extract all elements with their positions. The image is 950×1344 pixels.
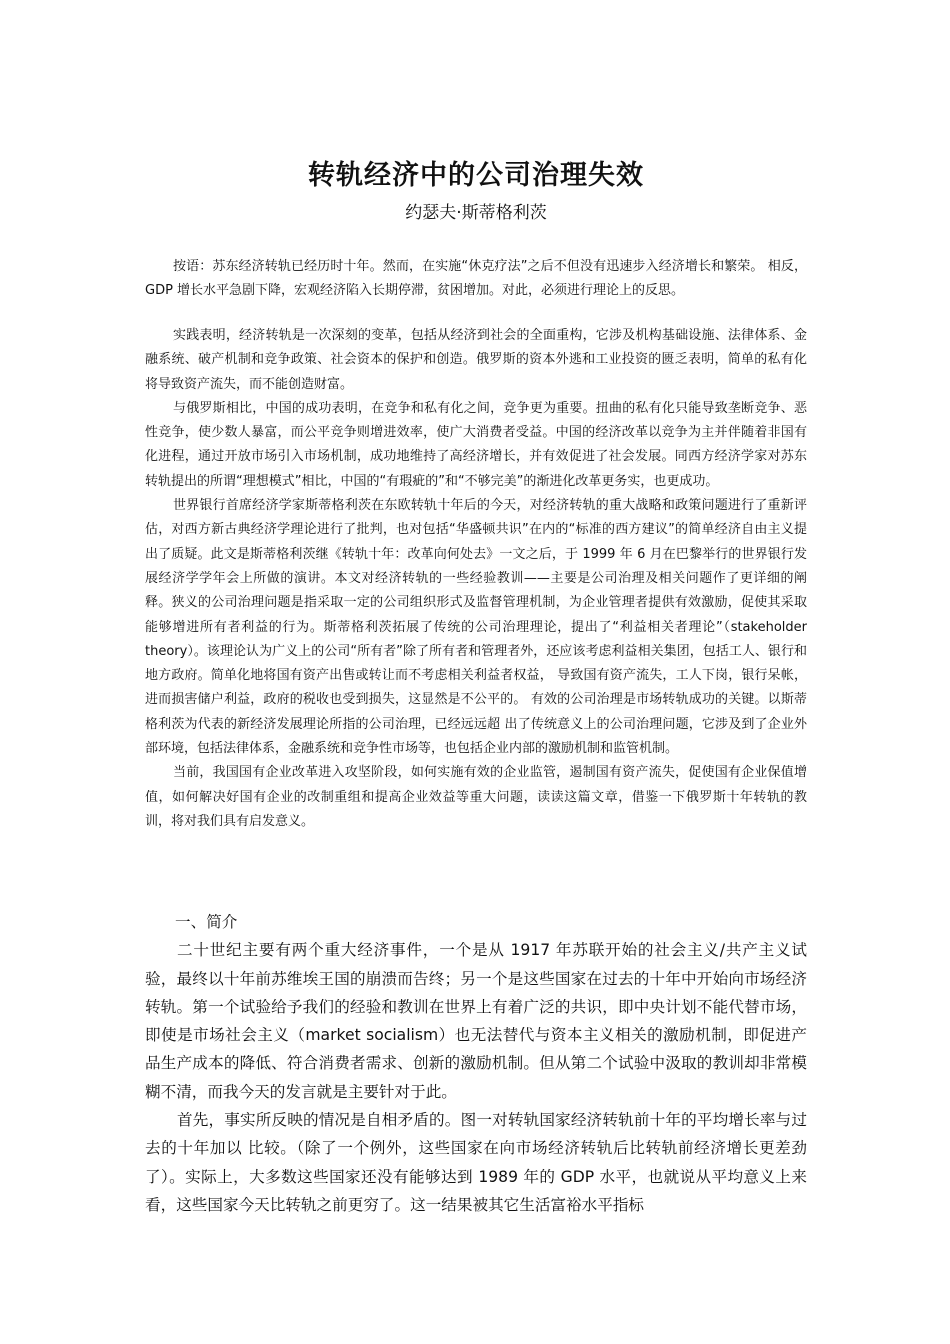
intro-block bbox=[145, 324, 807, 834]
body-paragraph: 二十世纪主要有两个重大经济事件，一个是从 1917 年苏联开始的社会主义/共产主义试验，最终以十年前苏维埃王国的崩溃而告终；另一个是这些国家在过去的十年中开始向市场经济转轨。第一个试验给予我们的经验和教训在世界上有着广泛的共识，即中央计划不能代替市场，即使是市场社会主义（market socialism）也无法替代与资本主义相关的激励机制，即促进产品生产成本的降低、符合消费者需求、创新的激励机制。但从第二个试验中汲取的教训却非常模糊不清，而我今天的发言就是主要针对于此。 bbox=[145, 941, 807, 1101]
document-title: 转轨经济中的公司治理失效 bbox=[308, 160, 644, 191]
intro-paragraph: 实践表明，经济转轨是一次深刻的变革，包括从经济到社会的全面重构，它涉及机构基础设施、法律体系、金融系统、破产机制和竞争政策、社会资本的保护和创造。俄罗斯的资本外逃和工业投资的匮乏表明，简单的私有化将导致资产流失，而不能创造财富。 bbox=[145, 328, 807, 392]
intro-paragraph: 世界银行首席经济学家斯蒂格利茨在东欧转轨十年后的今天，对经济转轨的重大战略和政策问题进行了重新评估，对西方新古典经济学理论进行了批判，也对包括“华盛顿共识”在内的“标准的西方建议”的简单经济自由主义提出了质疑。此文是斯蒂格利茨继《转轨十年：改革向何处去》一文之后，于 1999 年 6 月在巴黎举行的世界银行发展经济学学年会上所做的演讲。本文对经济转轨的一些经验教训——主要是公司治理及相关问题作了更详细的阐释。狭义的公司治理问题是指采取一定的公司组织形式及监督管理机制，为企业管理者提供有效激励，促使其采取能够增进所有者利益的行为。斯蒂格利茨拓展了传统的公司治理理论，提出了“利益相关者理论”（stakeholder theory）。该理论认为广义上的公司“所有者”除了所有者和管理者外，还应该考虑利益相关集团，包括工人、银行和地方政府。简单化地将国有资产出售或转让而不考虑相关利益者权益， 导致国有资产流失，工人下岗，银行呆帐，进而损害储户利益，政府的税收也受到损失，这显然是不公平的。 有效的公司治理是市场转轨成功的关键。以斯蒂格利茨为代表的新经济发展理论所指的公司治理，已经远远超 出了传统意义上的公司治理问题，它涉及到了企业外部环境，包括法律体系，金融系统和竞争性市场等，也包括企业内部的激励机制和监管机制。 bbox=[145, 498, 807, 757]
section-heading: 一、简介 bbox=[175, 913, 238, 931]
body-paragraph: 首先，事实所反映的情况是自相矛盾的。图一对转轨国家经济转轨前十年的平均增长率与过去的十年加以 比较。（除了一个例外，这些国家在向市场经济转轨后比转轨前经济增长更差劲了）。实际上，大多数这些国家还没有能够达到 1989 年的 GDP 水平，也就说从平均意义上来看，这些国家今天比转轨之前更穷了。这一结果被其它生活富裕水平指标 bbox=[145, 1111, 807, 1214]
author-name: 约瑟夫·斯蒂格利茨 bbox=[405, 203, 547, 223]
editor-note bbox=[145, 255, 807, 304]
intro-paragraph: 与俄罗斯相比，中国的成功表明，在竞争和私有化之间，竞争更为重要。扭曲的私有化只能导致垄断竞争、恶性竞争，使少数人暴富，而公平竞争则增进效率，使广大消费者受益。中国的经济改革以竞争为主并伴随着非国有化进程，通过开放市场引入市场机制，成功地维持了高经济增长，并有效促进了社会发展。同西方经济学家对苏东转轨提出的所谓“理想模式”相比，中国的“有瑕疵的”和“不够完美”的渐进化改革更务实，也更成功。 bbox=[145, 400, 807, 489]
intro-paragraph: 当前，我国国有企业改革进入攻坚阶段，如何实施有效的企业监管，遏制国有资产流失，促使国有企业保值增值，如何解决好国有企业的改制重组和提高企业效益等重大问题，读读这篇文章，借鉴一下俄罗斯十年转轨的教训，将对我们具有启发意义。 bbox=[145, 765, 807, 829]
editor-note-text: 按语：苏东经济转轨已经历时十年。然而，在实施“休克疗法”之后不但没有迅速步入经济增长和繁荣。 相反，GDP 增长水平急剧下降，宏观经济陷入长期停滞，贫困增加。对此，必须进行理论上的反思。 bbox=[145, 259, 807, 299]
section-introduction bbox=[145, 908, 807, 1219]
